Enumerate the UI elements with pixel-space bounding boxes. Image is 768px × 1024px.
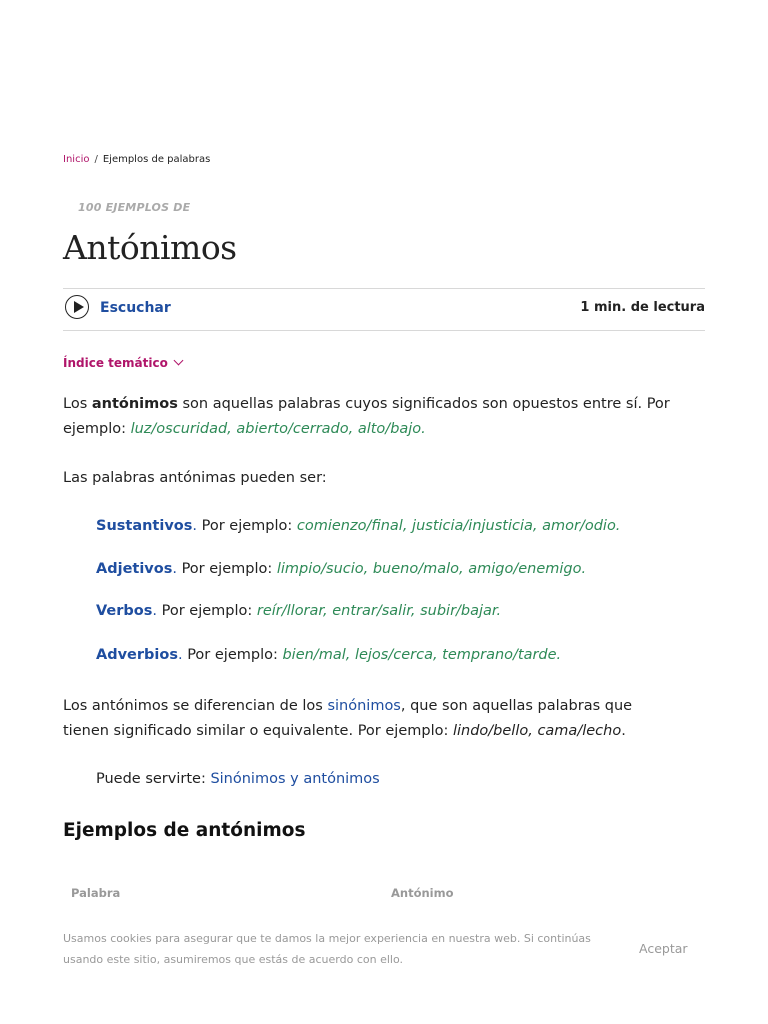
list-item: [96, 561, 586, 577]
type-text: Por ejemplo:: [182, 647, 283, 663]
intro-examples: luz/oscuridad, abierto/cerrado, alto/bajo.: [130, 421, 426, 437]
see-also: [96, 771, 380, 787]
page-title: Antónimos: [63, 228, 237, 267]
list-item: [96, 647, 561, 663]
type-text: Por ejemplo:: [197, 518, 297, 534]
breadcrumb-separator: /: [94, 154, 98, 165]
see-also-label: Puede servirte:: [96, 771, 211, 787]
synonyms-examples: lindo/bello, cama/lecho: [452, 723, 622, 739]
breadcrumb-current-link[interactable]: Ejemplos de palabras: [102, 154, 211, 165]
type-examples: comienzo/final, justicia/injusticia, amor/odio.: [296, 518, 621, 534]
breadcrumb-home-link[interactable]: Inicio: [63, 154, 90, 165]
intro-keyword: antónimos: [91, 396, 178, 412]
synonyms-text-post: , que son aquellas palabras que tienen significado similar o equivalente. Por ejemplo:: [63, 698, 633, 739]
types-intro: Las palabras antónimas pueden ser:: [63, 470, 327, 486]
intro-paragraph: [63, 392, 713, 442]
article-kicker: 100 EJEMPLOS DE: [78, 201, 191, 214]
bottom-divider: [63, 330, 705, 331]
top-divider: [63, 288, 705, 289]
type-examples: limpio/sucio, bueno/malo, amigo/enemigo.: [276, 561, 587, 577]
intro-text-post: son aquellas palabras cuyos significados son opuestos entre sí. Por ejemplo:: [63, 396, 670, 437]
cookie-notice: Usamos cookies para asegurar que te damos la mejor experiencia en nuestra web. Si continúas usando este sitio, asumiremos que estás de acuerdo con ello.: [63, 932, 591, 966]
table-header-antonym: Antónimo: [391, 886, 454, 900]
accept-cookies-button[interactable]: Aceptar: [639, 941, 688, 956]
synonyms-link[interactable]: sinónimos: [327, 698, 401, 714]
chevron-down-icon: [173, 356, 183, 366]
type-text: Por ejemplo:: [157, 603, 257, 619]
type-dot: .: [192, 518, 197, 534]
list-item: [96, 603, 501, 619]
type-examples: reír/llorar, entrar/salir, subir/bajar.: [256, 603, 502, 619]
synonyms-text-end: .: [621, 723, 626, 739]
type-dot: .: [177, 647, 183, 663]
type-link-adverbios[interactable]: Adverbios: [96, 647, 178, 663]
play-icon[interactable]: [65, 295, 89, 319]
toc-toggle[interactable]: [63, 356, 182, 370]
intro-text-pre: Los: [63, 396, 92, 412]
see-also-link[interactable]: Sinónimos y antónimos: [210, 771, 380, 787]
toc-label: Índice temático: [63, 356, 168, 370]
type-dot: .: [152, 603, 157, 619]
synonyms-paragraph: [63, 694, 663, 744]
type-link-verbos[interactable]: Verbos: [96, 603, 153, 619]
synonyms-text-pre: Los antónimos se diferencian de los: [63, 698, 328, 714]
type-link-adjetivos[interactable]: Adjetivos: [96, 561, 173, 577]
list-item: [96, 518, 620, 534]
type-dot: .: [172, 561, 177, 577]
type-text: Por ejemplo:: [176, 561, 277, 577]
examples-heading: Ejemplos de antónimos: [63, 820, 306, 841]
type-examples: bien/mal, lejos/cerca, temprano/tarde.: [282, 647, 562, 663]
reading-time: 1 min. de lectura: [580, 300, 705, 315]
type-link-sustantivos[interactable]: Sustantivos: [96, 518, 193, 534]
breadcrumb: [63, 154, 210, 165]
listen-button[interactable]: Escuchar: [100, 300, 171, 316]
table-header-word: Palabra: [71, 886, 121, 900]
